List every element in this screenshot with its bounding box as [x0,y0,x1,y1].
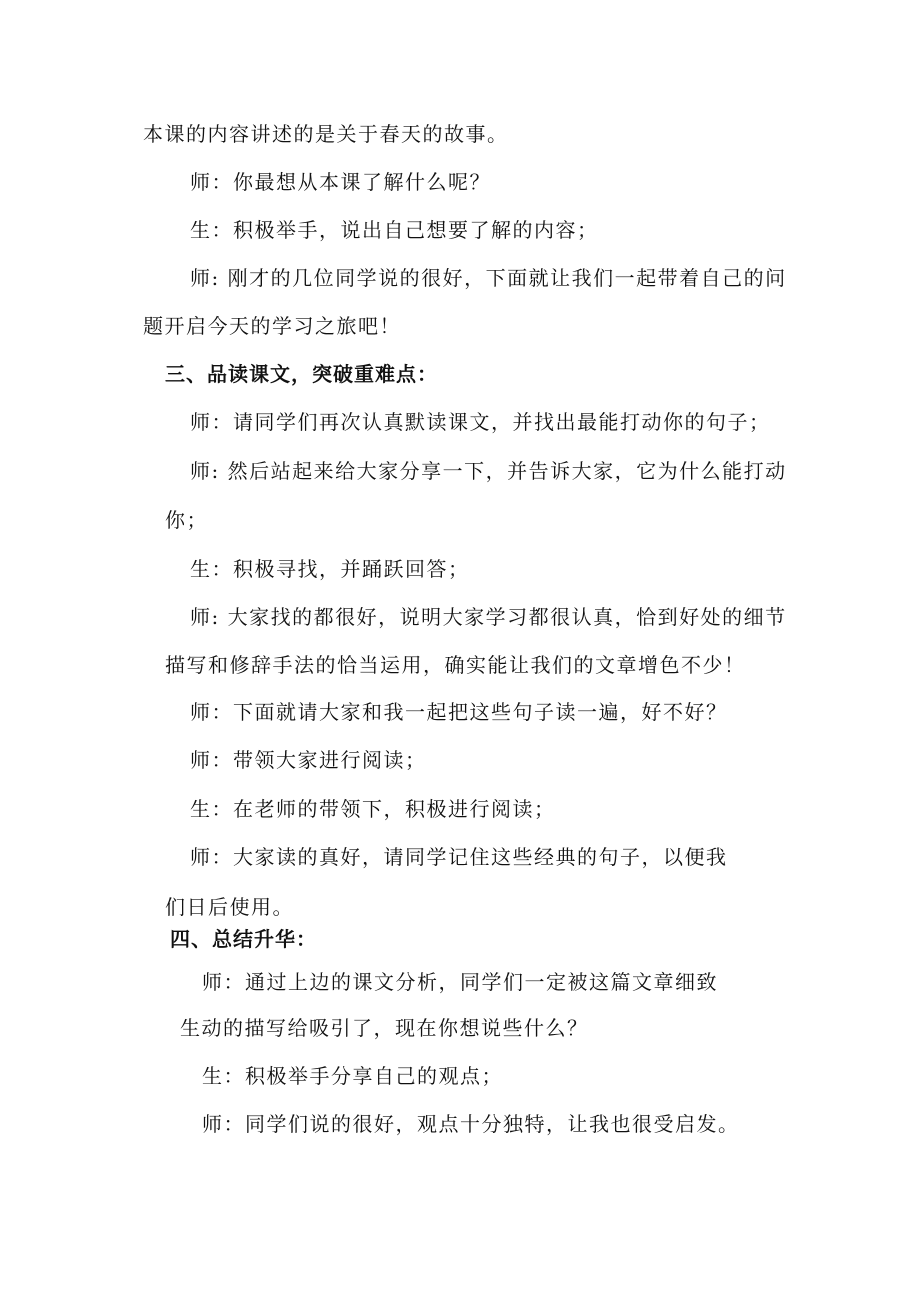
paragraph-line: 生：积极举手分享自己的观点； [202,1064,503,1088]
paragraph-line: 师：下面就请大家和我一起把这些句子读一遍，好不好？ [190,700,728,724]
paragraph-line: 师：请同学们再次认真默读课文，并找出最能打动你的句子； [190,410,771,434]
paragraph-line: 师: 大家找的都很好，说明大家学习都很认真，恰到好处的细节 [190,605,787,629]
paragraph-line: 生：在老师的带领下，积极进行阅读； [190,797,556,821]
paragraph-line: 师: 刚才的几位同学说的很好，下面就让我们一起带着自己的问 [190,266,787,290]
paragraph-line: 师: 然后站起来给大家分享一下，并告诉大家，它为什么能打动 [190,459,787,483]
paragraph-line: 师：带领大家进行阅读； [190,748,427,772]
paragraph-line: 师：大家读的真好，请同学记住这些经典的句子，以便我 [190,845,728,869]
paragraph-line: 本课的内容讲述的是关于春天的故事。 [143,122,509,146]
paragraph-line: 师：同学们说的很好，观点十分独特，让我也很受启发。 [202,1112,740,1136]
paragraph-line: 生动的描写给吸引了，现在你想说些什么？ [180,1016,589,1040]
paragraph-line: 题开启今天的学习之旅吧！ [143,314,401,338]
paragraph-line: 们日后使用。 [165,895,294,919]
paragraph-line: 你； [165,508,208,532]
section-heading: 四、总结升华： [170,927,317,951]
section-heading: 三、品读课文，突破重难点： [165,362,438,386]
paragraph-line: 生：积极寻找，并踊跃回答； [190,557,470,581]
paragraph-line: 师：你最想从本课了解什么呢？ [190,170,491,194]
paragraph-line: 师：通过上边的课文分析，同学们一定被这篇文章细致 [202,970,718,994]
paragraph-line: 生：积极举手，说出自己想要了解的内容； [190,218,599,242]
paragraph-line: 描写和修辞手法的恰当运用，确实能让我们的文章增色不少！ [165,653,746,677]
